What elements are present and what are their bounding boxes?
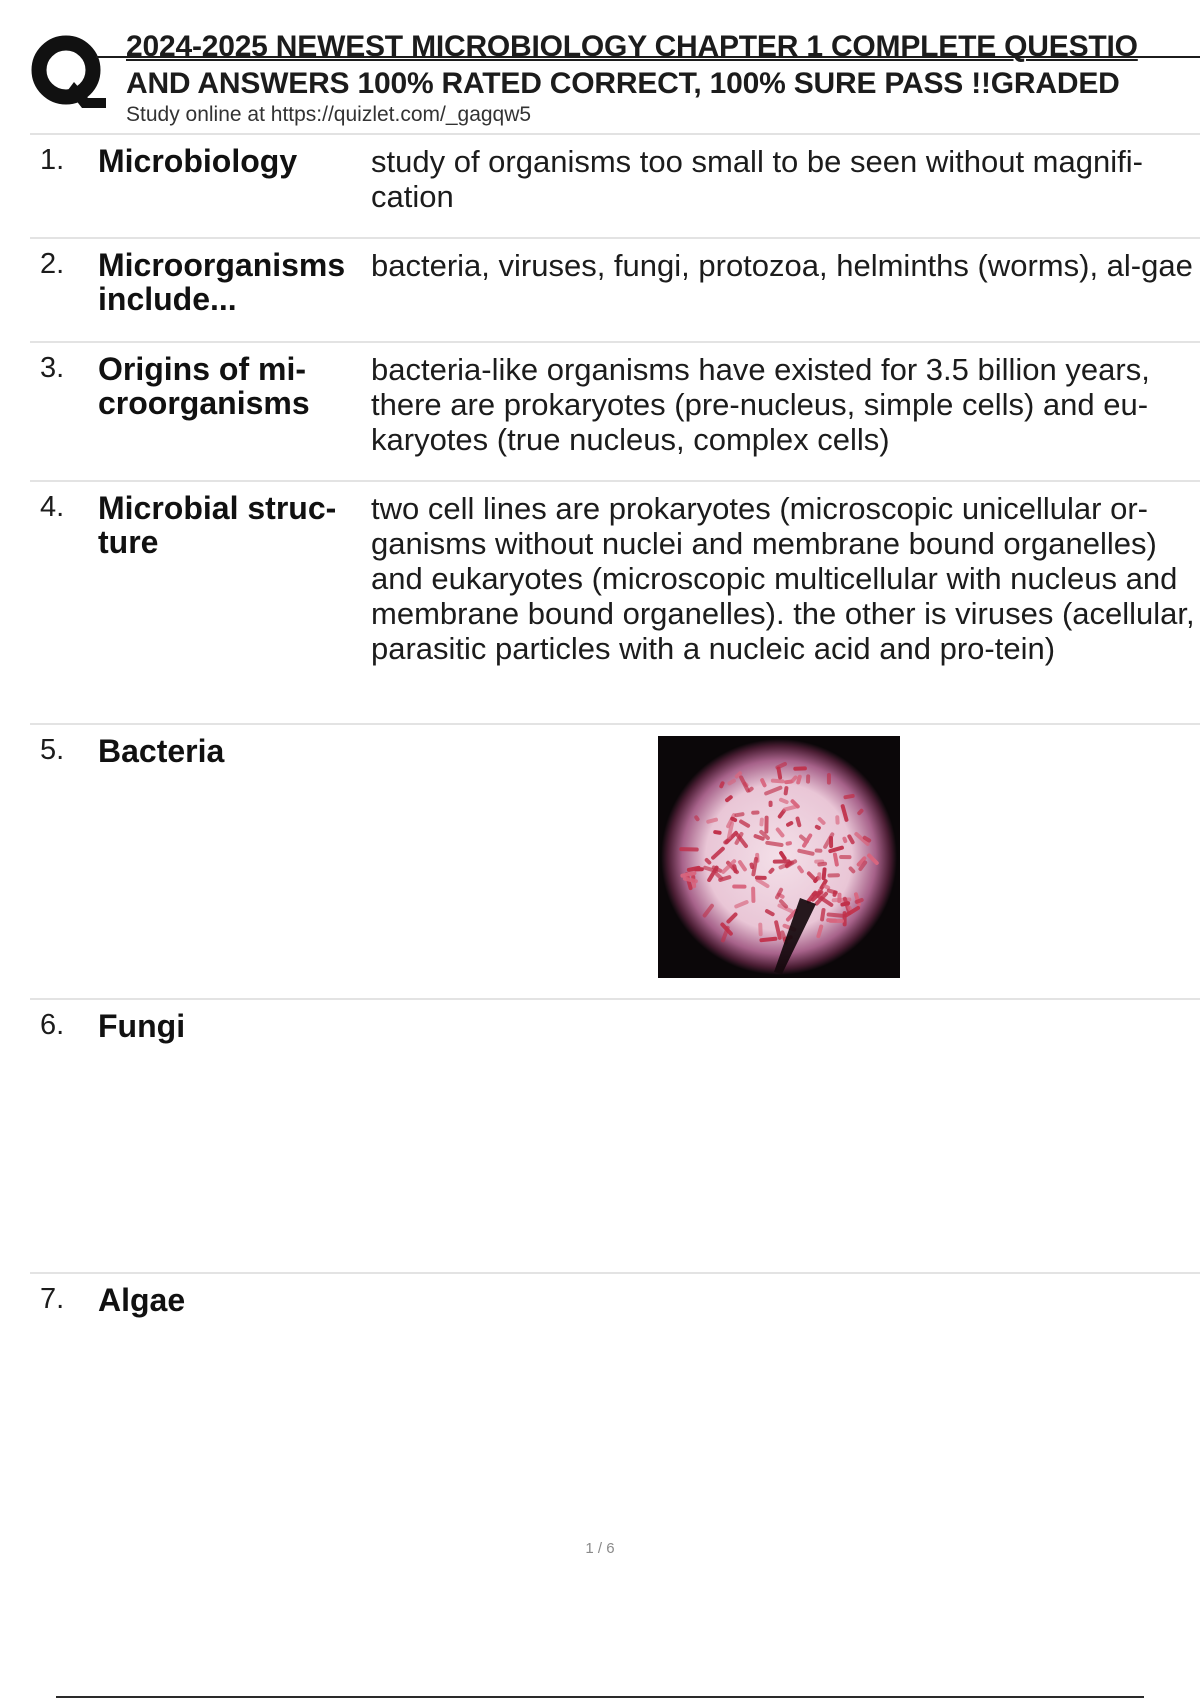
bacteria-rod bbox=[827, 773, 831, 785]
term-name: Microbiology bbox=[98, 143, 298, 179]
term-name: Algae bbox=[98, 1282, 186, 1318]
bacteria-rod bbox=[827, 873, 840, 877]
term-number: 6. bbox=[40, 1009, 65, 1041]
bacteria-rod bbox=[835, 815, 840, 825]
bacteria-rod bbox=[764, 816, 768, 834]
term-row bbox=[30, 1274, 1200, 1394]
page-indicator: 1 / 6 bbox=[585, 1540, 615, 1557]
study-online-link[interactable]: Study online at https://quizlet.com/_gagqw5 bbox=[126, 103, 532, 126]
bacteria-rod bbox=[751, 887, 755, 903]
term-number: 1. bbox=[40, 144, 65, 176]
bacteria-rod bbox=[817, 872, 821, 880]
term-row bbox=[30, 239, 1200, 343]
term-name: Fungi bbox=[98, 1008, 186, 1044]
term-number: 4. bbox=[40, 491, 65, 523]
term-row bbox=[30, 482, 1200, 725]
bacteria-rod bbox=[793, 766, 807, 770]
bacteria-rod bbox=[839, 855, 851, 859]
bacteria-rod bbox=[755, 876, 767, 880]
quizlet-logo-icon bbox=[30, 32, 106, 114]
term-definition: bacteria, viruses, fungi, protozoa, helminths (worms), al-gae bbox=[371, 248, 1193, 283]
terms-list bbox=[30, 135, 1200, 1394]
term-row bbox=[30, 725, 1200, 1000]
bacteria-rod bbox=[769, 801, 773, 807]
bacteria-rod bbox=[679, 847, 699, 851]
bacteria-rod bbox=[806, 774, 810, 783]
term-row bbox=[30, 343, 1200, 482]
term-name: Microbial struc-ture bbox=[98, 490, 337, 560]
document-title-line-1: 2024-2025 NEWEST MICROBIOLOGY CHAPTER 1 COMPLETE QUESTIO bbox=[126, 30, 1138, 63]
term-name: Bacteria bbox=[98, 733, 225, 769]
bacteria-rod bbox=[732, 884, 746, 888]
term-name: Origins of mi-croorganisms bbox=[98, 351, 310, 421]
document-title-line-2: AND ANSWERS 100% RATED CORRECT, 100% SURE PASS !!GRADED bbox=[126, 67, 1120, 100]
term-row bbox=[30, 135, 1200, 239]
bacteria-micrograph-image bbox=[658, 736, 900, 978]
term-number: 3. bbox=[40, 352, 65, 384]
term-number: 2. bbox=[40, 248, 65, 280]
term-definition: two cell lines are prokaryotes (microscopic unicellular or-ganisms without nuclei and membrane bound organelles) and eukaryotes (microscopic multicellular with nucleus and membrane bound organelles). the other is viruses (acellular, parasitic particles with a nucleic acid and pro-tein) bbox=[371, 491, 1195, 666]
bacteria-rod bbox=[751, 810, 760, 814]
term-row bbox=[30, 1000, 1200, 1274]
term-number: 7. bbox=[40, 1283, 65, 1315]
term-definition: bacteria-like organisms have existed for 3.5 billion years, there are prokaryotes (pre-nucleus, simple cells) and eu-karyotes (true nucleus, complex cells) bbox=[371, 352, 1150, 457]
term-name: Microorganisms include... bbox=[98, 247, 346, 317]
term-number: 5. bbox=[40, 734, 65, 766]
bacteria-rod bbox=[758, 923, 763, 937]
bacteria-rod bbox=[826, 918, 837, 923]
bacteria-rod bbox=[815, 848, 823, 852]
footer-rule bbox=[56, 1696, 1144, 1698]
term-definition: study of organisms too small to be seen without magnifi-cation bbox=[371, 144, 1143, 214]
